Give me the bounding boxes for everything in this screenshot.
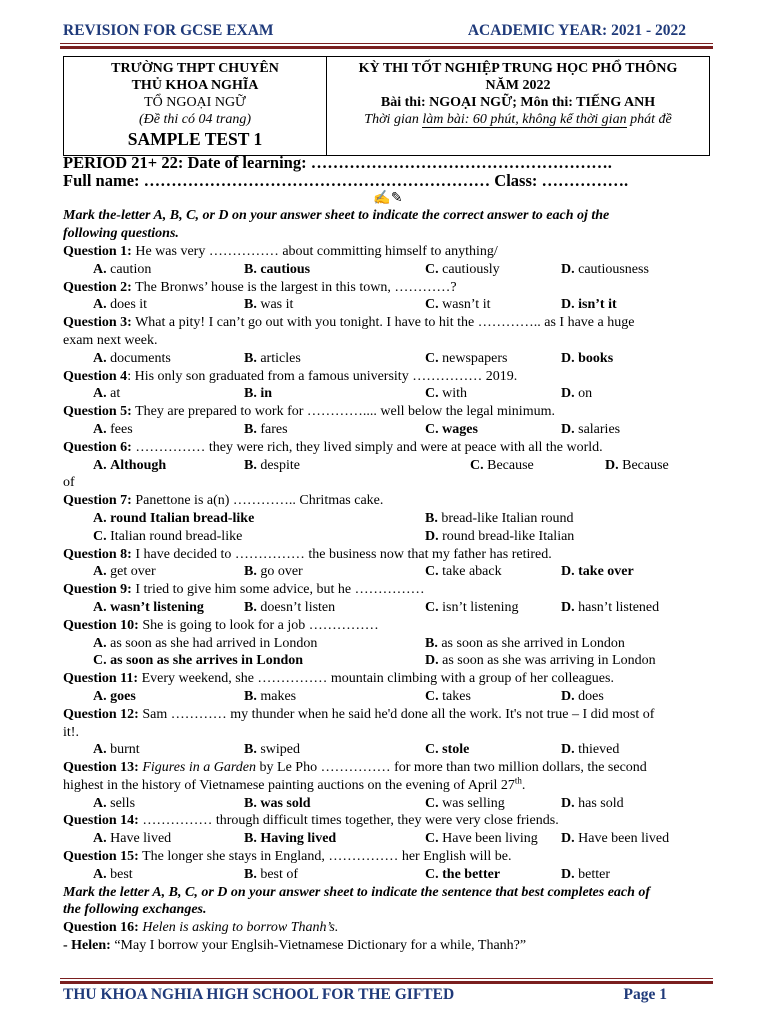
q14-b-text: Having lived — [260, 831, 337, 847]
q13-option-b[interactable] — [244, 795, 311, 813]
q13-option-c[interactable] — [425, 795, 505, 813]
q9-label: Question 9: — [63, 582, 132, 598]
q13-text2-end: . — [521, 777, 526, 793]
q11-options — [63, 688, 713, 706]
q3-b-text: articles — [260, 350, 301, 366]
q7-option-d[interactable] — [425, 528, 574, 546]
q6-c-text: Because — [487, 457, 534, 473]
q10-d-text: as soon as she was arriving in London — [442, 653, 656, 669]
q11-option-b[interactable] — [244, 688, 296, 706]
q14-option-d[interactable] — [561, 830, 669, 848]
q2-option-a[interactable] — [93, 296, 147, 314]
q15-a-text: best — [110, 866, 133, 882]
letter-b: B. — [425, 635, 438, 651]
q6-option-d[interactable] — [605, 457, 669, 475]
q12-option-d[interactable] — [561, 741, 619, 759]
question-16 — [63, 919, 713, 937]
q14-option-a[interactable] — [93, 830, 171, 848]
header-rule-thin — [60, 43, 713, 44]
letter-d: D. — [425, 653, 439, 669]
fullname-line: Full name: ……………………………………………………… Class: ……………. — [63, 170, 629, 190]
question-13 — [63, 759, 713, 777]
q12-options — [63, 741, 713, 759]
q2-b-text: was it — [260, 297, 294, 313]
footer-page-number: Page 1 — [623, 986, 667, 1003]
q7-option-a[interactable] — [93, 510, 254, 528]
q13-text2: highest in the history of Vietnamese painting auctions on the evening of April 27 — [63, 777, 515, 793]
q9-option-d[interactable] — [561, 599, 659, 617]
letter-a: A. — [93, 297, 107, 313]
letter-d: D. — [561, 564, 575, 580]
q15-option-a[interactable] — [93, 866, 133, 884]
q11-text: Every weekend, she …………… mountain climbing with a group of her colleagues. — [138, 671, 614, 687]
header-rule-thick — [60, 46, 713, 49]
q1-d-text: cautiousness — [578, 261, 649, 277]
q16-text: Helen is asking to borrow Thanh’s. — [142, 920, 339, 936]
letter-d: D. — [561, 297, 575, 313]
letter-c: C. — [425, 599, 439, 615]
q12-option-a[interactable] — [93, 741, 140, 759]
q15-d-text: better — [578, 866, 610, 882]
letter-a: A. — [93, 421, 107, 437]
letter-b: B. — [244, 350, 257, 366]
q8-b-text: go over — [260, 564, 303, 580]
letter-a: A. — [93, 386, 107, 402]
letter-b: B. — [244, 386, 257, 402]
q4-label: Question 4 — [63, 368, 128, 384]
q7-text: Panettone is a(n) ………….. Chritmas cake. — [131, 493, 384, 509]
q2-option-c[interactable] — [425, 296, 490, 314]
letter-d: D. — [561, 350, 575, 366]
letter-b: B. — [244, 831, 257, 847]
q6-option-c[interactable] — [470, 457, 534, 475]
letter-d: D. — [425, 528, 439, 544]
q9-option-c[interactable] — [425, 599, 518, 617]
q5-option-c[interactable] — [425, 421, 478, 439]
q1-text: He was very …………… about committing himself to anything/ — [131, 243, 498, 259]
q8-label: Question 8: — [63, 546, 132, 562]
q3-c-text: newspapers — [442, 350, 508, 366]
q11-b-text: makes — [260, 688, 297, 704]
q8-c-text: take aback — [442, 564, 502, 580]
q9-option-a[interactable] — [93, 599, 204, 617]
q16-dialogue — [63, 937, 713, 955]
q4-text: : His only son graduated from a famous university …………… 2019. — [127, 368, 518, 384]
instruction-2-line2: the following exchanges. — [63, 902, 207, 918]
test-title: SAMPLE TEST 1 — [127, 129, 263, 149]
q14-options — [63, 830, 713, 848]
letter-a: A. — [93, 866, 107, 882]
letter-c: C. — [425, 386, 439, 402]
letter-c: C. — [425, 795, 439, 811]
q12-text: Sam ………… my thunder when he said he'd done all the work. It's not true – I did most of — [138, 706, 655, 722]
q4-d-text: on — [578, 386, 593, 402]
q4-option-b[interactable] — [244, 385, 272, 403]
q3-a-text: documents — [110, 350, 171, 366]
exam-time-prefix: Thời gian — [364, 112, 423, 127]
question-12 — [63, 706, 713, 724]
question-7 — [63, 492, 713, 510]
q8-d-text: take over — [578, 564, 634, 580]
q1-label: Question 1: — [63, 243, 132, 259]
q8-option-d[interactable] — [561, 563, 634, 581]
q15-b-text: best of — [260, 866, 299, 882]
q7-b-text: bread-like Italian round — [441, 510, 574, 526]
letter-a: A. — [93, 261, 107, 277]
q8-option-c[interactable] — [425, 563, 502, 581]
letter-c: C. — [425, 866, 439, 882]
q7-d-text: round bread-like Italian — [442, 528, 575, 544]
q11-d-text: does — [578, 688, 604, 704]
period-line: PERIOD 21+ 22: Date of learning: ………………………………………………. — [63, 153, 612, 172]
letter-c: C. — [425, 564, 439, 580]
letter-a: A. — [93, 564, 107, 580]
q7-option-c[interactable] — [93, 528, 242, 546]
q9-a-text: wasn’t listening — [110, 599, 204, 615]
q3-option-b[interactable] — [244, 350, 301, 368]
exam-time — [327, 111, 709, 128]
q2-option-b[interactable] — [244, 296, 293, 314]
q10-text: She is going to look for a job …………… — [138, 617, 379, 633]
letter-c: C. — [93, 653, 107, 669]
q15-label: Question 15: — [63, 849, 139, 865]
q12-option-c[interactable] — [425, 741, 469, 759]
school-name-line1: TRƯỜNG THPT CHUYÊN — [111, 61, 279, 76]
letter-c: C. — [425, 742, 439, 758]
q13-label: Question 13: — [63, 760, 139, 776]
letter-d: D. — [561, 261, 575, 277]
q10-options-ab — [63, 635, 713, 653]
q3-d-text: books — [578, 350, 614, 366]
q10-b-text: as soon as she arrived in London — [441, 635, 625, 651]
q13-title: Figures in a Garden — [142, 760, 257, 776]
letter-d: D. — [561, 599, 575, 615]
question-1 — [63, 243, 713, 261]
q16-label: Question 16: — [63, 920, 139, 936]
q13-d-text: has sold — [578, 795, 624, 811]
q16-speaker: - Helen: — [63, 938, 111, 954]
letter-a: A. — [93, 795, 107, 811]
q10-option-a[interactable] — [93, 635, 317, 653]
question-13-cont — [63, 777, 713, 795]
question-8 — [63, 546, 713, 564]
q11-option-c[interactable] — [425, 688, 471, 706]
q6-b-text: despite — [260, 457, 300, 473]
q4-option-a[interactable] — [93, 385, 120, 403]
q2-label: Question 2: — [63, 279, 132, 295]
q9-d-text: hasn’t listened — [578, 599, 660, 615]
q12-option-b[interactable] — [244, 741, 300, 759]
q5-option-b[interactable] — [244, 421, 288, 439]
q13-b-text: was sold — [260, 795, 311, 811]
letter-a: A. — [93, 350, 107, 366]
q9-b-text: doesn’t listen — [260, 599, 336, 615]
letter-b: B. — [244, 795, 257, 811]
letter-a: A. — [93, 831, 107, 847]
q6-option-d-cont: of — [63, 475, 75, 491]
q5-b-text: fares — [260, 421, 288, 437]
q13-option-a[interactable] — [93, 795, 135, 813]
q1-option-d[interactable] — [561, 261, 649, 279]
exam-content — [63, 154, 713, 955]
letter-a: A. — [93, 457, 107, 473]
q7-label: Question 7: — [63, 493, 132, 509]
letter-c: C. — [425, 350, 439, 366]
q12-b-text: swiped — [260, 742, 301, 758]
q10-option-c[interactable] — [93, 652, 303, 670]
q14-d-text: Have been lived — [578, 831, 670, 847]
q3-option-d[interactable] — [561, 350, 613, 368]
q5-a-text: fees — [110, 421, 133, 437]
q8-a-text: get over — [110, 564, 156, 580]
q9-option-b[interactable] — [244, 599, 335, 617]
ornament: ✍️✎ — [373, 190, 403, 206]
q10-a-text: as soon as she had arrived in London — [110, 635, 318, 651]
exam-info — [327, 57, 709, 155]
question-5 — [63, 403, 713, 421]
q5-option-d[interactable] — [561, 421, 620, 439]
q7-option-b[interactable] — [425, 510, 574, 528]
q16-quote: “May I borrow your Englsih-Vietnamese Dictionary for a while, Thanh?” — [110, 938, 527, 954]
q15-option-c[interactable] — [425, 866, 500, 884]
letter-c: C. — [425, 297, 439, 313]
q14-text: …………… through difficult times together, they were very close friends. — [138, 813, 559, 829]
department: TỔ NGOẠI NGỮ — [144, 95, 246, 110]
q12-label: Question 12: — [63, 706, 139, 722]
question-15 — [63, 848, 713, 866]
q8-text: I have decided to …………… the business now that my father has retired. — [131, 546, 552, 562]
q11-label: Question 11: — [63, 671, 139, 687]
letter-d: D. — [561, 831, 575, 847]
q13-options — [63, 795, 713, 813]
q15-c-text: the better — [442, 866, 501, 882]
q12-d-text: thieved — [578, 742, 620, 758]
q15-option-b[interactable] — [244, 866, 298, 884]
instruction-2-line1: Mark the letter A, B, C, or D on your answer sheet to indicate the sentence that best completes each of — [63, 884, 651, 900]
letter-a: A. — [93, 599, 107, 615]
q10-c-text: as soon as she arrives in London — [110, 653, 304, 669]
school-info — [64, 57, 327, 155]
q1-option-b[interactable] — [244, 261, 310, 279]
letter-a: A. — [93, 510, 107, 526]
q1-a-text: caution — [110, 261, 152, 277]
question-4 — [63, 368, 713, 386]
q14-a-text: Have lived — [110, 831, 172, 847]
q4-a-text: at — [110, 386, 121, 402]
q14-option-c[interactable] — [425, 830, 538, 848]
q2-a-text: does it — [110, 297, 148, 313]
letter-b: B. — [244, 742, 257, 758]
q13-a-text: sells — [110, 795, 136, 811]
q6-options — [63, 457, 713, 475]
q15-text: The longer she stays in England, …………… her English will be. — [138, 849, 512, 865]
q4-b-text: in — [260, 386, 273, 402]
q10-option-d[interactable] — [425, 652, 656, 670]
q2-c-text: wasn’t it — [442, 297, 491, 313]
header-right: ACADEMIC YEAR: 2021 - 2022 — [467, 22, 686, 39]
letter-b: B. — [244, 421, 257, 437]
q5-c-text: wages — [442, 421, 478, 437]
q10-option-b[interactable] — [425, 635, 625, 653]
exam-name-line2: NĂM 2022 — [485, 78, 551, 93]
letter-d: D. — [561, 742, 575, 758]
letter-c: C. — [425, 421, 439, 437]
letter-c: C. — [425, 261, 439, 277]
letter-b: B. — [244, 564, 257, 580]
q7-c-text: Italian round bread-like — [110, 528, 243, 544]
exam-subject: Bài thi: NGOẠI NGỮ; Môn thi: TIẾNG ANH — [380, 95, 656, 110]
letter-b: B. — [425, 510, 438, 526]
q9-options — [63, 599, 713, 617]
q15-option-d[interactable] — [561, 866, 610, 884]
letter-c: C. — [470, 457, 484, 473]
instruction-1-line2: following questions. — [63, 226, 179, 242]
q7-options-ab — [63, 510, 713, 528]
q4-option-c[interactable] — [425, 385, 467, 403]
q11-option-a[interactable] — [93, 688, 136, 706]
footer-rule-thin — [60, 978, 713, 979]
exam-name-line1: KỲ THI TỐT NGHIỆP TRUNG HỌC PHỔ THÔNG — [358, 61, 678, 76]
letter-b: B. — [244, 297, 257, 313]
q13-c-text: was selling — [442, 795, 505, 811]
letter-b: B. — [244, 599, 257, 615]
info-box — [63, 56, 710, 156]
q9-c-text: isn’t listening — [442, 599, 519, 615]
letter-c: C. — [93, 528, 107, 544]
q11-a-text: goes — [110, 688, 136, 704]
q2-d-text: isn’t it — [578, 297, 617, 313]
q5-d-text: salaries — [578, 421, 621, 437]
letter-d: D. — [561, 795, 575, 811]
question-6 — [63, 439, 713, 457]
q6-a-text: Although — [110, 457, 167, 473]
q2-option-d[interactable] — [561, 296, 617, 314]
q4-options — [63, 385, 713, 403]
letter-d: D. — [605, 457, 619, 473]
letter-d: D. — [561, 688, 575, 704]
question-3-cont: exam next week. — [63, 332, 158, 348]
q8-option-b[interactable] — [244, 563, 303, 581]
letter-a: A. — [93, 635, 107, 651]
letter-b: B. — [244, 261, 257, 277]
letter-d: D. — [561, 421, 575, 437]
q5-label: Question 5: — [63, 404, 132, 420]
question-11 — [63, 670, 713, 688]
q3-label: Question 3: — [63, 315, 132, 331]
question-12-cont: it!. — [63, 724, 79, 740]
header-left: REVISION FOR GCSE EXAM — [63, 22, 274, 39]
q3-option-a[interactable] — [93, 350, 171, 368]
q14-c-text: Have been living — [442, 831, 538, 847]
letter-c: C. — [425, 688, 439, 704]
q12-c-text: stole — [442, 742, 470, 758]
q6-label: Question 6: — [63, 439, 132, 455]
q1-option-a[interactable] — [93, 261, 151, 279]
letter-d: D. — [561, 386, 575, 402]
question-3 — [63, 314, 713, 332]
q5-text: They are prepared to work for ………….... well below the legal minimum. — [131, 404, 555, 420]
exam-time-suffix: phát đề — [626, 112, 672, 127]
q2-text: The Bronws’ house is the largest in this town, …………? — [131, 279, 457, 295]
page-count: (Đề thi có 04 trang) — [139, 112, 251, 127]
q14-option-b[interactable] — [244, 830, 336, 848]
q10-options-cd — [63, 652, 713, 670]
q11-option-d[interactable] — [561, 688, 604, 706]
letter-a: A. — [93, 688, 107, 704]
q13-option-d[interactable] — [561, 795, 624, 813]
q6-d-text: Because — [622, 457, 669, 473]
footer-school: THU KHOA NGHIA HIGH SCHOOL FOR THE GIFTED — [63, 986, 455, 1003]
question-10 — [63, 617, 713, 635]
question-14 — [63, 812, 713, 830]
q5-option-a[interactable] — [93, 421, 133, 439]
q1-c-text: cautiously — [442, 261, 500, 277]
letter-b: B. — [244, 688, 257, 704]
q7-options-cd — [63, 528, 713, 546]
school-name-line2: THỦ KHOA NGHĨA — [131, 78, 259, 93]
q1-options — [63, 261, 713, 279]
question-9 — [63, 581, 713, 599]
footer-rule-thick — [60, 981, 713, 984]
q6-option-a[interactable] — [93, 457, 166, 475]
q1-option-c[interactable] — [425, 261, 500, 279]
letter-b: B. — [244, 457, 257, 473]
letter-b: B. — [244, 866, 257, 882]
q12-a-text: burnt — [110, 742, 140, 758]
q15-options — [63, 866, 713, 884]
letter-d: D. — [561, 866, 575, 882]
q6-option-b[interactable] — [244, 457, 300, 475]
q14-label: Question 14: — [63, 813, 139, 829]
q3-option-c[interactable] — [425, 350, 507, 368]
q5-options — [63, 421, 713, 439]
q8-options — [63, 563, 713, 581]
q11-c-text: takes — [442, 688, 471, 704]
q4-c-text: with — [442, 386, 468, 402]
q13-sup: th — [514, 775, 522, 786]
q6-text: …………… they were rich, they lived simply and were at peace with all the world. — [131, 439, 603, 455]
letter-a: A. — [93, 742, 107, 758]
q1-b-text: cautious — [260, 261, 311, 277]
q3-options — [63, 350, 713, 368]
q8-option-a[interactable] — [93, 563, 156, 581]
letter-c: C. — [425, 831, 439, 847]
q3-text: What a pity! I can’t go out with you tonight. I have to hit the ………….. as I have a huge — [131, 315, 635, 331]
q13-text: by Le Pho …………… for more than two million dollars, the second — [256, 760, 647, 776]
question-2 — [63, 279, 713, 297]
q2-options — [63, 296, 713, 314]
exam-time-underlined: làm bài: 60 phút, không kể thời gian — [422, 112, 627, 127]
q10-label: Question 10: — [63, 617, 139, 633]
instruction-1-line1: Mark the-letter A, B, C, or D on your answer sheet to indicate the correct answer to each oj the — [63, 208, 610, 224]
q7-a-text: round Italian bread-like — [110, 510, 255, 526]
q4-option-d[interactable] — [561, 385, 592, 403]
q9-text: I tried to give him some advice, but he …………… — [131, 582, 425, 598]
